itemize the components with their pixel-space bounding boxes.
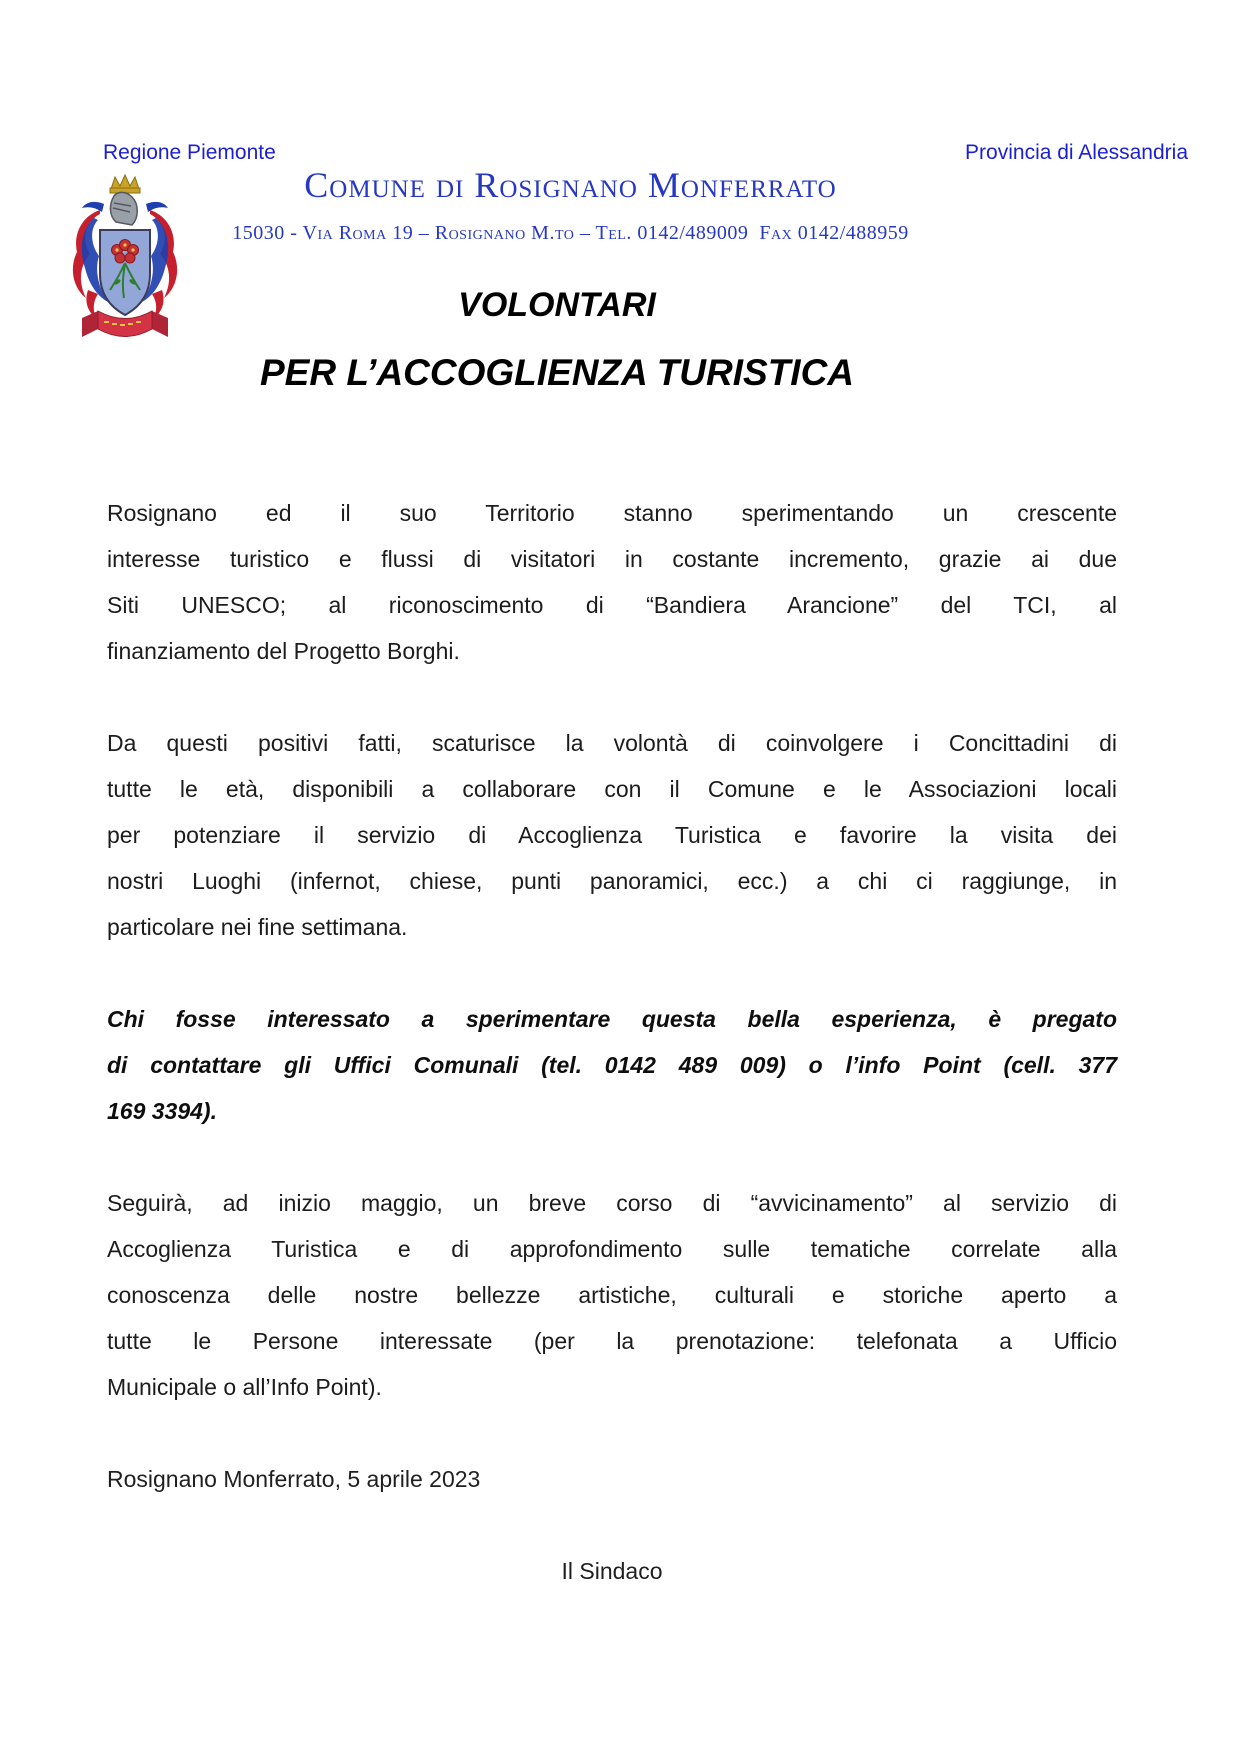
paragraph-line: conoscenza delle nostre bellezze artistiche, culturali e storiche aperto a — [107, 1282, 1117, 1308]
municipality-name: Comune di Rosignano Monferrato — [304, 165, 837, 205]
paragraph-line: Seguirà, ad inizio maggio, un breve corso di “avvicinamento” al servizio di — [107, 1190, 1117, 1216]
paragraph-line: Da questi positivi fatti, scaturisce la volontà di coinvolgere i Concittadini di — [107, 730, 1117, 756]
paragraph-line: Municipale o all’Info Point). — [107, 1374, 382, 1400]
document-body — [107, 285, 1117, 1594]
paragraph-line: nostri Luoghi (infernot, chiese, punti panoramici, ecc.) a chi ci raggiunge, in — [107, 868, 1117, 894]
paragraph-line: 169 3394). — [107, 1098, 217, 1124]
title-block — [107, 285, 1007, 395]
paragraph-line: particolare nei fine settimana. — [107, 914, 408, 940]
paragraphs — [107, 490, 1117, 1410]
paragraph-line: per potenziare il servizio di Accoglienza Turistica e favorire la visita dei — [107, 822, 1117, 848]
date-line: Rosignano Monferrato, 5 aprile 2023 — [107, 1466, 481, 1492]
paragraph — [107, 996, 1117, 1134]
paragraph-line: Siti UNESCO; al riconoscimento di “Bandiera Arancione” del TCI, al — [107, 592, 1117, 618]
paragraph-line: tutte le Persone interessate (per la prenotazione: telefonata a Ufficio — [107, 1328, 1117, 1354]
region-label: Regione Piemonte — [103, 141, 276, 164]
paragraph-line: Chi fosse interessato a sperimentare questa bella esperienza, è pregato — [107, 1006, 1117, 1032]
address-line: 15030 - Via Roma 19 – Rosignano M.to – Tel. 0142/489009 Fax 0142/488959 — [232, 222, 909, 244]
paragraph — [107, 1180, 1117, 1410]
paragraph-line: finanziamento del Progetto Borghi. — [107, 638, 460, 664]
document-title: VOLONTARI — [458, 286, 656, 324]
signature-label: Il Sindaco — [561, 1558, 663, 1584]
paragraph-line: interesse turistico e flussi di visitatori in costante incremento, grazie ai due — [107, 546, 1117, 572]
letterhead — [60, 164, 1081, 246]
paragraph-line: di contattare gli Uffici Comunali (tel. 0142 489 009) o l’info Point (cell. 377 — [107, 1052, 1117, 1078]
paragraph — [107, 720, 1117, 950]
province-label: Provincia di Alessandria — [965, 141, 1188, 164]
paragraph — [107, 490, 1117, 674]
header-labels — [103, 141, 1188, 165]
document-subtitle: PER L’ACCOGLIENZA TURISTICA — [259, 352, 855, 393]
paragraph-line: tutte le età, disponibili a collaborare con il Comune e le Associazioni locali — [107, 776, 1117, 802]
paragraph-line: Accoglienza Turistica e di approfondimento sulle tematiche correlate alla — [107, 1236, 1117, 1262]
paragraph-line: Rosignano ed il suo Territorio stanno sperimentando un crescente — [107, 500, 1117, 526]
